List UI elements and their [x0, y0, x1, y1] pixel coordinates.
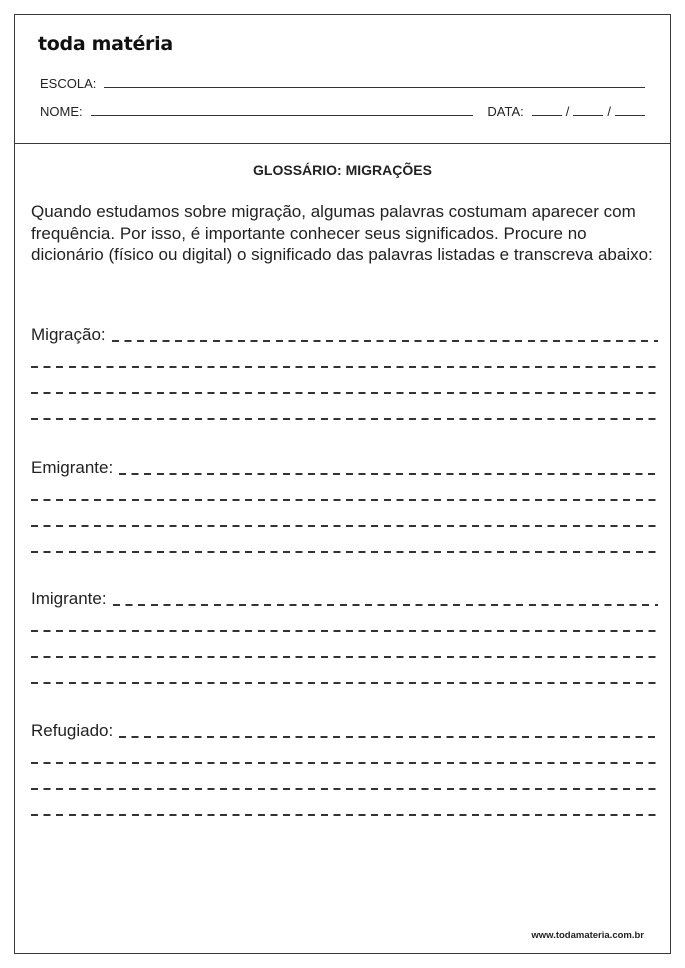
name-date-field: [40, 101, 645, 119]
term-label: Migração:: [31, 325, 106, 344]
term-block-emigrante: [31, 452, 658, 556]
answer-line[interactable]: [31, 656, 658, 658]
date-label: DATA:: [487, 104, 524, 119]
date-separator: /: [565, 104, 570, 119]
answer-line[interactable]: [112, 340, 658, 342]
name-label: NOME:: [40, 104, 83, 119]
term-block-refugiado: [31, 715, 658, 819]
worksheet: [14, 14, 671, 954]
answer-line[interactable]: [31, 418, 658, 420]
term-label: Emigrante:: [31, 458, 114, 477]
answer-line[interactable]: [31, 814, 658, 816]
school-field: [40, 73, 645, 91]
date-separator: /: [607, 104, 611, 119]
date-month-line[interactable]: [573, 115, 603, 116]
term-label: Imigrante:: [31, 589, 107, 608]
school-line[interactable]: [104, 87, 645, 88]
answer-line[interactable]: [31, 551, 658, 553]
answer-line[interactable]: [31, 392, 658, 394]
school-label: ESCOLA:: [40, 76, 97, 91]
answer-line[interactable]: [31, 525, 658, 527]
answer-line[interactable]: [31, 682, 658, 684]
footer-site-link[interactable]: www.todamateria.com.br: [531, 930, 644, 941]
term-block-migracao: [31, 319, 658, 423]
answer-line[interactable]: [113, 604, 658, 606]
page-title: GLOSSÁRIO: MIGRAÇÕES: [253, 162, 432, 178]
logo: toda matéria: [38, 33, 173, 55]
name-line[interactable]: [91, 115, 474, 116]
term-block-imigrante: [31, 583, 658, 687]
answer-line[interactable]: [31, 788, 658, 790]
answer-line[interactable]: [31, 630, 658, 632]
answer-line[interactable]: [119, 473, 658, 475]
answer-line[interactable]: [119, 736, 658, 738]
answer-line[interactable]: [31, 366, 658, 368]
date-day-line[interactable]: [532, 115, 562, 116]
term-label: Refugiado:: [31, 721, 114, 740]
date-year-line[interactable]: [615, 115, 645, 116]
answer-line[interactable]: [31, 762, 658, 764]
header: [15, 15, 670, 144]
answer-line[interactable]: [31, 499, 658, 501]
intro-paragraph: Quando estudamos sobre migração, algumas palavras costumam aparecer com frequência. Por isso, é importante conhecer seus significados. Procure no dicionário (físico ou digital) o significado das palavras listadas e transcreva abaixo:: [31, 202, 653, 264]
